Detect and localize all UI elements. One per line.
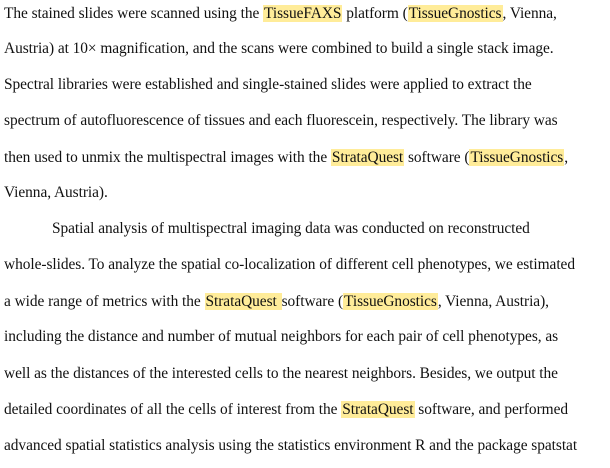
highlighted-term: TissueGnostics <box>470 149 564 166</box>
text-segment: , <box>564 149 569 166</box>
text-line <box>4 39 554 59</box>
text-line <box>4 111 558 131</box>
text-line <box>4 4 557 24</box>
text-segment: including the distance and number of mutual neighbors for each pair of cell phenotypes, as <box>4 328 559 345</box>
text-line <box>4 183 108 203</box>
text-segment: advanced spatial statistics analysis using the statistics environment R and the package spatstat <box>4 437 578 454</box>
text-line <box>4 255 575 275</box>
text-line <box>4 75 532 95</box>
text-line <box>4 436 577 456</box>
text-line <box>4 148 568 168</box>
text-segment: software ( <box>404 149 470 166</box>
text-segment: well as the distances of the interested cells to the nearest neighbors. Besides, we output the <box>4 365 558 382</box>
highlighted-term: TissueFAXS <box>264 5 342 22</box>
text-line <box>52 219 530 239</box>
text-segment: Vienna, Austria). <box>4 184 108 201</box>
highlighted-term: TissueGnostics <box>408 5 502 22</box>
text-line <box>4 327 558 347</box>
text-line <box>4 292 549 312</box>
text-segment: , Vienna, Austria), <box>437 293 549 310</box>
text-segment: then used to unmix the multispectral images with the <box>4 149 331 166</box>
text-line <box>4 400 568 420</box>
highlighted-term: StrataQuest <box>342 401 414 418</box>
text-segment: Austria) at 10× magnification, and the scans were combined to build a single stack image. <box>4 40 554 57</box>
text-segment: Spectral libraries were established and single-stained slides were applied to extract the <box>4 76 532 93</box>
highlighted-term: StrataQuest <box>205 293 281 310</box>
highlighted-term: StrataQuest <box>331 149 404 166</box>
text-segment: platform ( <box>342 5 408 22</box>
text-segment: Spatial analysis of multispectral imaging data was conducted on reconstructed <box>52 220 530 237</box>
text-segment: detailed coordinates of all the cells of interest from the <box>4 401 342 418</box>
highlighted-term: TissueGnostics <box>344 293 437 310</box>
text-segment: software, and performed <box>414 401 568 418</box>
text-segment: The stained slides were scanned using the <box>4 5 264 22</box>
text-segment: spectrum of autofluorescence of tissues and each fluorescein, respectively. The library was <box>4 112 558 129</box>
text-segment: software ( <box>281 293 344 310</box>
text-segment: whole-slides. To analyze the spatial co-localization of different cell phenotypes, we estimated <box>4 256 575 273</box>
text-segment: , Vienna, <box>502 5 557 22</box>
text-line <box>4 364 558 384</box>
text-segment: a wide range of metrics with the <box>4 293 205 310</box>
